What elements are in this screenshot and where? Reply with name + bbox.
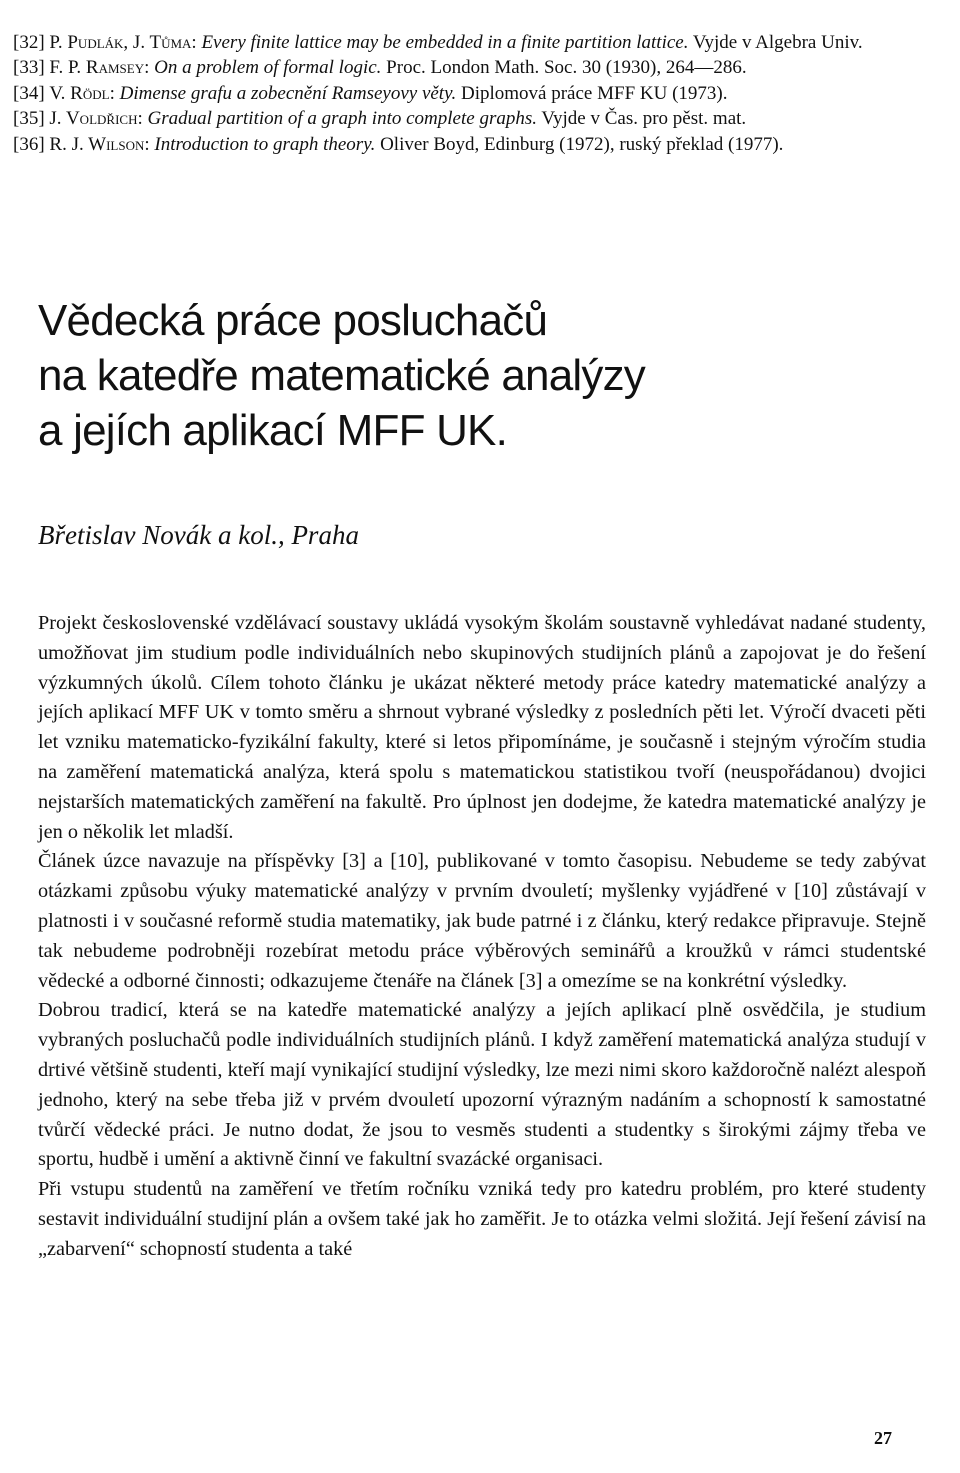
- reference-item: [13, 55, 938, 80]
- reference-source: Proc. London Math. Soc. 30 (1930), 264—286.: [386, 57, 747, 79]
- article-body: [38, 609, 926, 1265]
- reference-item: [13, 106, 938, 131]
- article-title-line: Vědecká práce posluchačů: [38, 296, 548, 345]
- reference-number: [36]: [13, 133, 45, 155]
- reference-title: Gradual partition of a graph into complete graphs.: [147, 108, 537, 130]
- body-paragraph: Projekt československé vzdělávací soustavy ukládá vysokým školám soustavně vyhledávat nadané studenty, umožňovat jim studium podle individuálních nebo skupinových studijních plánů a zapojovat je do řešení výzkumných úkolů. Cílem tohoto článku je ukázat některé metody práce katedry matematické analýzy a jejích aplikací MFF UK v tomto směru a shrnout vybrané výsledky z posledních pěti let. Výročí dvaceti pěti let vzniku matematicko-fyzikální fakulty, které si letos připomínáme, je současně i stejným výročím studia na zaměření matematická analýza, která spolu s matematickou statistikou tvoří (neuspořádanou) dvojici nejstarších matematických zaměření na fakultě. Pro úplnost jen dodejme, že katedra matematické analýzy je jen o několik let mladší.: [38, 612, 926, 843]
- reference-title: Dimense grafu a zobecnění Ramseyovy věty.: [119, 82, 457, 104]
- reference-authors: J. Voldřich:: [49, 108, 143, 130]
- reference-authors: F. P. Ramsey:: [49, 57, 150, 79]
- reference-number: [34]: [13, 82, 45, 104]
- reference-title: Introduction to graph theory.: [154, 133, 376, 155]
- reference-authors: P. Pudlák, J. Tůma:: [49, 32, 197, 53]
- reference-list: [13, 30, 938, 157]
- article-title: [38, 293, 918, 458]
- reference-source: Diplomová práce MFF KU (1973).: [460, 82, 728, 104]
- reference-authors: V. Rödl:: [49, 82, 115, 104]
- body-paragraph: Při vstupu studentů na zaměření ve třetím ročníku vzniká tedy pro katedru problém, pro které studenty sestavit individuální studijní plán a ovšem také jak ho zaměřit. Je to otázka velmi složitá. Její řešení závisí na „zabarvení“ schopností studenta a také: [38, 1178, 926, 1260]
- reference-number: [32]: [13, 32, 45, 53]
- article-title-line: a jejích aplikací MFF UK.: [38, 406, 508, 455]
- body-paragraph: Článek úzce navazuje na příspěvky [3] a [10], publikované v tomto časopisu. Nebudeme se tedy zabývat otázkami způsobu výuky matematické analýzy v prvním dvouletí; myšlenky vyjádřené v [10] zůstávají v platnosti i v současné reformě studia matematiky, jak bude patrné i z článku, který redakce připravuje. Stejně tak nebudeme podrobněji rozebírat metodu práce výběrových seminářů a kroužků v rámci studentské vědecké a odborné činnosti; odkazujeme čtenáře na článek [3] a omezíme se na konkrétní výsledky.: [38, 850, 926, 992]
- reference-source: Vyjde v Čas. pro pěst. mat.: [541, 108, 747, 130]
- article-authors: Břetislav Novák a kol., Praha: [38, 520, 359, 550]
- reference-item: [13, 132, 938, 157]
- reference-number: [33]: [13, 57, 45, 79]
- reference-title: On a problem of formal logic.: [154, 57, 382, 79]
- body-paragraph: Dobrou tradicí, která se na katedře matematické analýzy a jejích aplikací plně osvědčila, je studium vybraných posluchačů podle individuálních studijních plánů. I když zaměření matematická analýza studují v drtivé většině studenti, kteří mají vynikající studijní výsledky, lze mezi nimi skoro každoročně nalézt alespoň jednoho, který na sebe třeba již v prvém dvouletí upozorní výrazným nadáním a schopností k samostatné tvůrčí vědecké práci. Je nutno dodat, že jsou to vesměs studenti a studentky s širokými zájmy třeba ve sportu, hudbě i umění a aktivně činní ve fakultní svazácké organisaci.: [38, 999, 926, 1171]
- reference-number: [35]: [13, 108, 45, 130]
- reference-authors: R. J. Wilson:: [49, 133, 150, 155]
- reference-source: Vyjde v Algebra Univ.: [692, 32, 863, 53]
- reference-item: [13, 30, 938, 55]
- page-number: 27: [874, 1428, 892, 1448]
- reference-source: Oliver Boyd, Edinburg (1972), ruský překlad (1977).: [380, 133, 784, 155]
- reference-title: Every finite lattice may be embedded in a finite partition lattice.: [201, 32, 689, 53]
- article-title-line: na katedře matematické analýzy: [38, 351, 645, 400]
- reference-item: [13, 81, 938, 106]
